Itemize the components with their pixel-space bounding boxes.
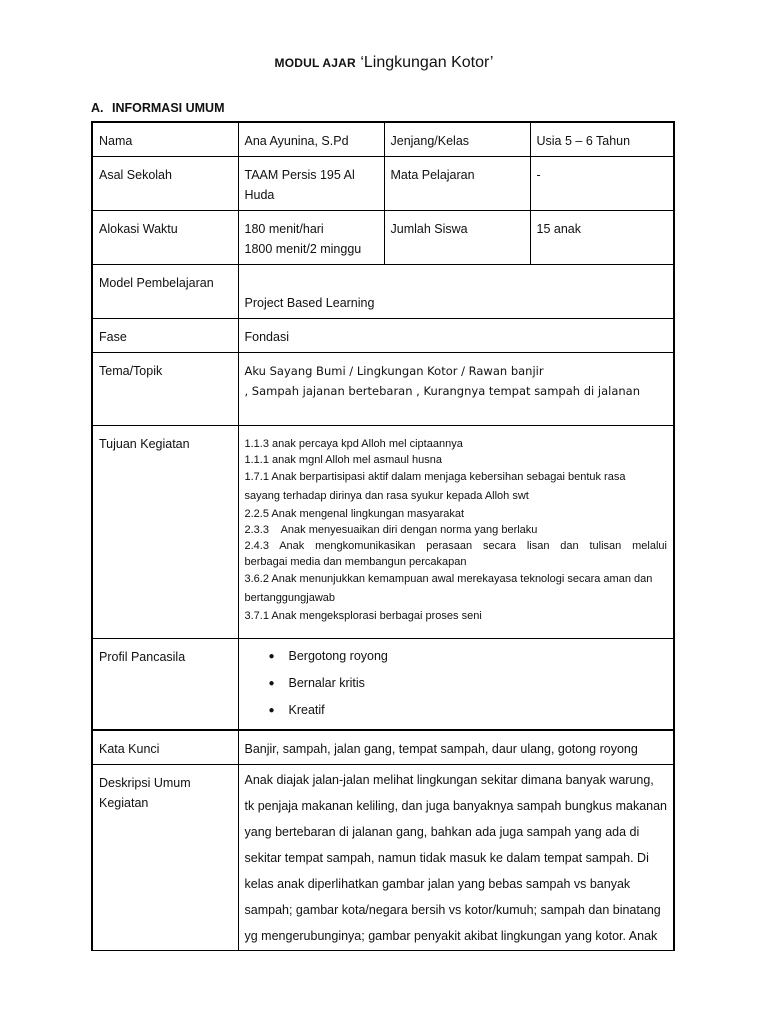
section-heading (91, 101, 225, 115)
table-row (92, 318, 674, 352)
list-item: 1.7.1 Anak berpartisipasi aktif dalam menjaga kebersihan sebagai bentuk rasa (244, 470, 626, 483)
list-item: 3.6.2 Anak menunjukkan kemampuan awal merekayasa teknologi secara aman dan (244, 572, 653, 585)
table-row (92, 156, 674, 210)
text-line: sekitar tempat sampah, namun tidak masuk ke dalam tempat sampah. Di (244, 850, 649, 865)
list-item: 1.1.3 anak percaya kpd Alloh mel ciptaannya (244, 437, 463, 450)
row-value (238, 210, 384, 264)
table-row (92, 210, 674, 264)
row-label: Fase (92, 318, 238, 352)
section-number: A. (91, 101, 104, 115)
text-line: sampah; gambar kota/negara bersih vs kotor/kumuh; sampah dan binatang (244, 902, 661, 917)
row-label (92, 764, 238, 950)
row-value: Project Based Learning (238, 264, 674, 318)
row-value: Usia 5 – 6 Tahun (530, 122, 674, 156)
list-item: 2.2.5 Anak mengenal lingkungan masyarakat (244, 507, 465, 520)
table-row (92, 264, 674, 318)
table-row (92, 352, 674, 425)
profil-list (238, 638, 674, 730)
row-value: 15 anak (530, 210, 674, 264)
row-value (238, 352, 674, 425)
label-line: Deskripsi Umum (99, 775, 191, 790)
row-label: Tujuan Kegiatan (92, 425, 238, 638)
text-line: yg mengerubunginya; gambar penyakit akibat lingkungan yang kotor. Anak (244, 928, 658, 943)
list-item: sayang terhadap dirinya dan rasa syukur kepada Alloh swt (244, 489, 529, 502)
row-label: Tema/Topik (92, 352, 238, 425)
tema-line: Aku Sayang Bumi / Lingkungan Kotor / Rawan banjir (244, 363, 544, 378)
row-label: Jenjang/Kelas (384, 122, 530, 156)
document-title (0, 54, 768, 72)
list-item: 1.1.1 anak mgnl Alloh mel asmaul husna (244, 453, 443, 466)
list-item: ● Kreatif (269, 697, 668, 724)
row-label: Nama (92, 122, 238, 156)
title-quote-close: ’ (489, 54, 494, 71)
text-line: tk penjaja makanan keliling, dan juga banyaknya sampah bungkus makanan (244, 798, 668, 813)
text-line: Anak diajak jalan-jalan melihat lingkungan sekitar dimana banyak warung, (244, 772, 654, 787)
tujuan-list (238, 425, 674, 638)
row-label: Asal Sekolah (92, 156, 238, 210)
list-item: bertanggungjawab (244, 591, 336, 604)
title-name: Lingkungan Kotor (363, 54, 490, 71)
info-table (91, 121, 675, 951)
list-item: ● Bernalar kritis (269, 670, 668, 697)
table-row (92, 764, 674, 950)
row-label: Kata Kunci (92, 730, 238, 764)
text-line: kelas anak diperlihatkan gambar jalan yang bebas sampah vs banyak (244, 876, 631, 891)
tema-line: , Sampah jajanan bertebaran , Kurangnya tempat sampah di jalanan (244, 383, 640, 398)
label-line: Kegiatan (99, 795, 149, 810)
row-value: Ana Ayunina, S.Pd (238, 122, 384, 156)
row-label: Jumlah Siswa (384, 210, 530, 264)
title-prefix: MODUL AJAR (274, 56, 356, 70)
table-row (92, 730, 674, 764)
list-item: 2.3.3 Anak menyesuaikan diri dengan norma yang berlaku (244, 523, 538, 536)
title-quote-open: ‘ (360, 54, 364, 71)
list-item: berbagai media dan membangun percakapan (244, 555, 467, 568)
list-item: 2.4.3 Anak mengkomunikasikan perasaan secara lisan dan tulisan melalui (244, 539, 667, 552)
value-line: 1800 menit/2 minggu (244, 241, 362, 256)
row-label: Model Pembelajaran (92, 264, 238, 318)
section-label: INFORMASI UMUM (112, 101, 225, 115)
row-label: Alokasi Waktu (92, 210, 238, 264)
row-label: Profil Pancasila (92, 638, 238, 730)
row-label: Mata Pelajaran (384, 156, 530, 210)
value-line: 180 menit/hari (244, 221, 324, 236)
table-row (92, 425, 674, 638)
list-item: ● Bergotong royong (269, 643, 668, 670)
table-row (92, 638, 674, 730)
row-value: Fondasi (238, 318, 674, 352)
row-value: - (530, 156, 674, 210)
table-row (92, 122, 674, 156)
deskripsi-text (238, 764, 674, 950)
text-line: yang bertebaran di jalanan gang, bahkan ada juga sampah yang ada di (244, 824, 640, 839)
list-item: 3.7.1 Anak mengeksplorasi berbagai proses seni (244, 609, 482, 622)
row-value: Banjir, sampah, jalan gang, tempat sampah, daur ulang, gotong royong (238, 730, 674, 764)
row-value: TAAM Persis 195 Al Huda (238, 156, 384, 210)
